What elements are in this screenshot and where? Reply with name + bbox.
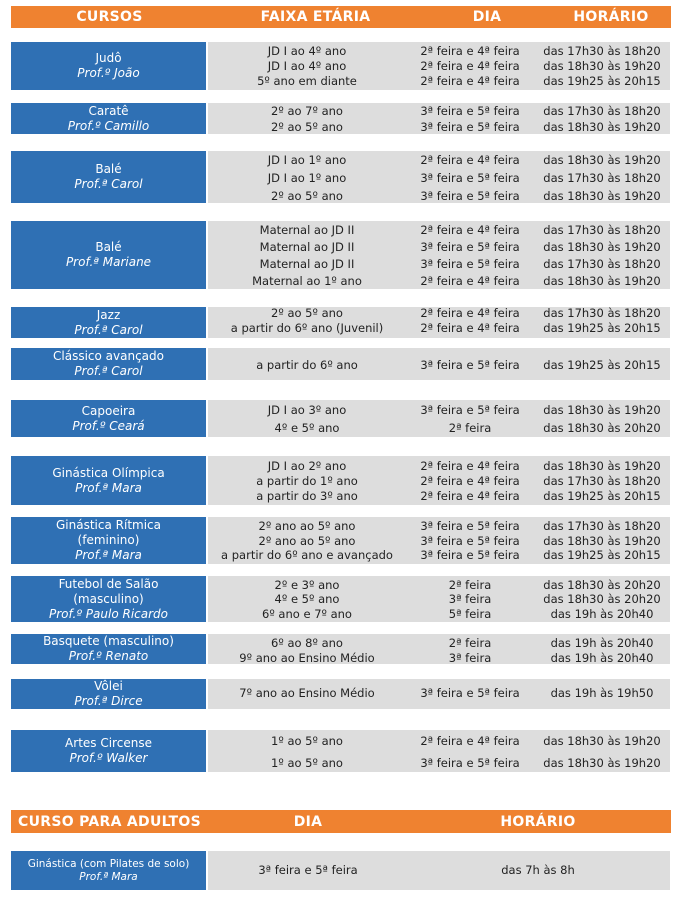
schedule-horario: das 18h30 às 19h20 (543, 403, 661, 417)
schedule-faixa: JD I ao 2º ano (267, 459, 347, 473)
schedule-dia: 3ª feira e 5ª feira (420, 358, 520, 372)
schedule-faixa: 4º e 5º ano (274, 421, 340, 435)
schedule-dia: 3ª feira (448, 651, 492, 665)
course-name-cell (11, 103, 206, 134)
schedule-faixa: Maternal ao JD II (259, 257, 355, 271)
course-name: Vôlei (94, 679, 123, 693)
course-name-cell (11, 456, 206, 505)
schedule-dia: 3ª feira e 5ª feira (420, 519, 520, 533)
course-name: Ginástica Olímpica (52, 465, 165, 480)
course-name-cell (11, 42, 206, 90)
schedule-faixa: JD I ao 4º ano (267, 44, 347, 58)
schedule-horario: das 19h às 20h40 (550, 636, 654, 650)
course-name: Jazz (96, 307, 121, 322)
schedule-horario: das 17h30 às 18h20 (543, 306, 661, 320)
adult-course-name: Ginástica (com Pilates de solo) (27, 857, 190, 870)
course-name: Ginástica Rítmica (56, 518, 161, 532)
schedule-dia: 3ª feira (448, 592, 492, 606)
adult-dia: 3ª feira e 5ª feira (258, 863, 358, 877)
schedule-horario: das 17h30 às 18h20 (543, 44, 661, 58)
course-name-cell (11, 307, 206, 338)
course-name: Judô (95, 51, 122, 65)
schedule-faixa: Maternal ao JD II (259, 223, 355, 237)
course-name: (masculino) (73, 591, 144, 606)
schedule-dia: 3ª feira e 5ª feira (420, 104, 520, 118)
table-header (11, 6, 671, 28)
schedule-horario: das 19h25 às 20h15 (543, 489, 661, 503)
schedule-dia: 2ª feira e 4ª feira (420, 59, 520, 73)
schedule-dia: 2ª feira e 4ª feira (420, 44, 520, 58)
schedule-faixa: JD I ao 3º ano (267, 403, 347, 417)
schedule-dia: 3ª feira e 5ª feira (420, 240, 520, 254)
schedule-faixa: 2º ao 7º ano (271, 104, 343, 118)
course-name-cell (11, 576, 206, 622)
course-name: Basquete (masculino) (43, 634, 174, 648)
schedule-horario: das 18h30 às 19h20 (543, 459, 661, 473)
schedule-dia: 2ª feira e 4ª feira (420, 474, 520, 488)
schedule-faixa: 2º ao 5º ano (271, 120, 343, 134)
schedule-faixa: 2º ao 5º ano (271, 306, 343, 320)
schedule-horario: das 19h25 às 20h15 (543, 74, 661, 88)
course-professor: Prof.º João (77, 66, 140, 80)
schedule-faixa: 5º ano em diante (257, 74, 357, 88)
schedule-dia: 3ª feira e 5ª feira (420, 189, 520, 203)
schedule-horario: das 19h às 19h50 (550, 686, 654, 700)
schedule-faixa: a partir do 1º ano (256, 474, 358, 488)
schedule-faixa: 6º ano e 7º ano (262, 607, 352, 621)
schedule-dia: 2ª feira (448, 636, 492, 650)
schedule-faixa: 7º ano ao Ensino Médio (239, 686, 375, 700)
adult-course-name-cell (11, 851, 206, 890)
course-name-cell (11, 679, 206, 709)
schedule-faixa: 2º ano ao 5º ano (258, 519, 356, 533)
course-professor: Prof.ª Mara (75, 548, 142, 562)
schedule-horario: das 19h às 20h40 (550, 651, 654, 665)
header-cursos: CURSOS (76, 9, 143, 25)
schedule-dia: 2ª feira e 4ª feira (420, 734, 520, 748)
schedule-dia: 2ª feira e 4ª feira (420, 223, 520, 237)
schedule-faixa: Maternal ao 1º ano (252, 274, 362, 288)
course-name-cell (11, 730, 206, 772)
course-name: Caratê (88, 103, 129, 118)
course-professor: Prof.º Walker (69, 751, 148, 765)
course-name: Balé (95, 162, 122, 176)
course-name: Capoeira (81, 403, 136, 418)
schedule-faixa: 6º ao 8º ano (271, 636, 343, 650)
schedule-horario: das 18h30 às 20h20 (543, 578, 661, 592)
course-professor: Prof.ª Carol (74, 177, 143, 191)
schedule-faixa: JD I ao 4º ano (267, 59, 347, 73)
adult-horario: das 7h às 8h (501, 863, 575, 877)
course-name-cell (11, 151, 206, 203)
schedule-faixa: a partir do 6º ano (256, 358, 358, 372)
schedule-horario: das 18h30 às 20h20 (543, 421, 661, 435)
schedule-horario: das 19h25 às 20h15 (543, 321, 661, 335)
schedule-horario: das 19h25 às 20h15 (543, 548, 661, 562)
schedule-faixa: JD I ao 1º ano (267, 171, 347, 185)
schedule-faixa: a partir do 6º ano e avançado (221, 548, 393, 562)
schedule-horario: das 18h30 às 19h20 (543, 59, 661, 73)
course-professor: Prof.º Paulo Ricardo (48, 606, 168, 621)
schedule-horario: das 18h30 às 19h20 (543, 153, 661, 167)
course-name-cell (11, 517, 206, 564)
schedule-dia: 3ª feira e 5ª feira (420, 120, 520, 134)
course-professor: Prof.º Camillo (67, 118, 150, 133)
schedule-faixa: 2º ao 5º ano (271, 189, 343, 203)
schedule-horario: das 19h25 às 20h15 (543, 358, 661, 372)
adult-table-header (11, 810, 671, 833)
course-professor: Prof.º Ceará (72, 418, 145, 433)
schedule-horario: das 18h30 às 19h20 (543, 240, 661, 254)
course-name: Clássico avançado (53, 349, 164, 363)
course-professor: Prof.ª Mara (75, 480, 142, 495)
schedule-horario: das 18h30 às 19h20 (543, 189, 661, 203)
schedule-dia: 3ª feira e 5ª feira (420, 686, 520, 700)
schedule-dia: 2ª feira e 4ª feira (420, 74, 520, 88)
schedule-dia: 3ª feira e 5ª feira (420, 534, 520, 548)
schedule-dia: 2ª feira e 4ª feira (420, 459, 520, 473)
schedule-faixa: a partir do 6º ano (Juvenil) (230, 321, 384, 335)
schedule-dia: 3ª feira e 5ª feira (420, 548, 520, 562)
schedule-dia: 2ª feira e 4ª feira (420, 321, 520, 335)
schedule-horario: das 17h30 às 18h20 (543, 104, 661, 118)
adult-header-horario: HORÁRIO (500, 813, 576, 830)
adult-header-dia: DIA (293, 813, 323, 830)
course-professor: Prof.ª Mariane (65, 255, 152, 269)
schedule-horario: das 17h30 às 18h20 (543, 519, 661, 533)
schedule-dia: 2ª feira (448, 578, 492, 592)
schedule-horario: das 18h30 às 19h20 (543, 756, 661, 770)
schedule-faixa: 1º ao 5º ano (271, 756, 343, 770)
schedule-dia: 3ª feira e 5ª feira (420, 403, 520, 417)
schedule-faixa: a partir do 3º ano (256, 489, 358, 503)
schedule-faixa: JD I ao 1º ano (267, 153, 347, 167)
course-professor: Prof.ª Carol (74, 364, 143, 378)
schedule-dia: 2ª feira e 4ª feira (420, 306, 520, 320)
header-dia: DIA (472, 9, 502, 25)
schedule-faixa: 2º e 3º ano (274, 578, 340, 592)
course-name: Artes Circense (65, 736, 152, 750)
schedule-horario: das 18h30 às 19h20 (543, 274, 661, 288)
course-name-cell (11, 221, 206, 289)
course-professor: Prof.ª Dirce (74, 694, 143, 708)
schedule-faixa: 4º e 5º ano (274, 592, 340, 606)
course-name-cell (11, 634, 206, 664)
schedule-horario: das 17h30 às 18h20 (543, 223, 661, 237)
course-name: (feminino) (77, 533, 140, 547)
schedule-horario: das 17h30 às 18h20 (543, 171, 661, 185)
adult-course-professor: Prof.ª Mara (79, 870, 138, 883)
schedule-faixa: 9º ano ao Ensino Médio (239, 651, 375, 665)
schedule-dia: 3ª feira e 5ª feira (420, 257, 520, 271)
schedule-faixa: 1º ao 5º ano (271, 734, 343, 748)
schedule-dia: 3ª feira e 5ª feira (420, 171, 520, 185)
schedule-faixa: Maternal ao JD II (259, 240, 355, 254)
schedule-dia: 3ª feira e 5ª feira (420, 756, 520, 770)
schedule-dia: 2ª feira e 4ª feira (420, 489, 520, 503)
schedule-horario: das 18h30 às 19h20 (543, 120, 661, 134)
header-faixa-etaria: FAIXA ETÁRIA (260, 9, 371, 25)
schedule-horario: das 17h30 às 18h20 (543, 474, 661, 488)
schedule-dia: 5ª feira (448, 607, 492, 621)
course-name-cell (11, 348, 206, 380)
schedule-faixa: 2º ano ao 5º ano (258, 534, 356, 548)
header-horario: HORÁRIO (573, 9, 649, 25)
course-professor: Prof.º Renato (68, 649, 149, 663)
adult-header-curso: CURSO PARA ADULTOS (18, 813, 201, 830)
course-name-cell (11, 400, 206, 437)
schedule-dia: 2ª feira (448, 421, 492, 435)
course-professor: Prof.ª Carol (74, 322, 143, 337)
schedule-horario: das 19h às 20h40 (550, 607, 654, 621)
schedule-horario: das 18h30 às 20h20 (543, 592, 661, 606)
schedule-dia: 2ª feira e 4ª feira (420, 153, 520, 167)
schedule-horario: das 17h30 às 18h20 (543, 257, 661, 271)
schedule-horario: das 18h30 às 19h20 (543, 534, 661, 548)
course-name: Futebol de Salão (58, 576, 159, 591)
course-name: Balé (95, 240, 122, 254)
schedule-dia: 2ª feira e 4ª feira (420, 274, 520, 288)
schedule-horario: das 18h30 às 19h20 (543, 734, 661, 748)
